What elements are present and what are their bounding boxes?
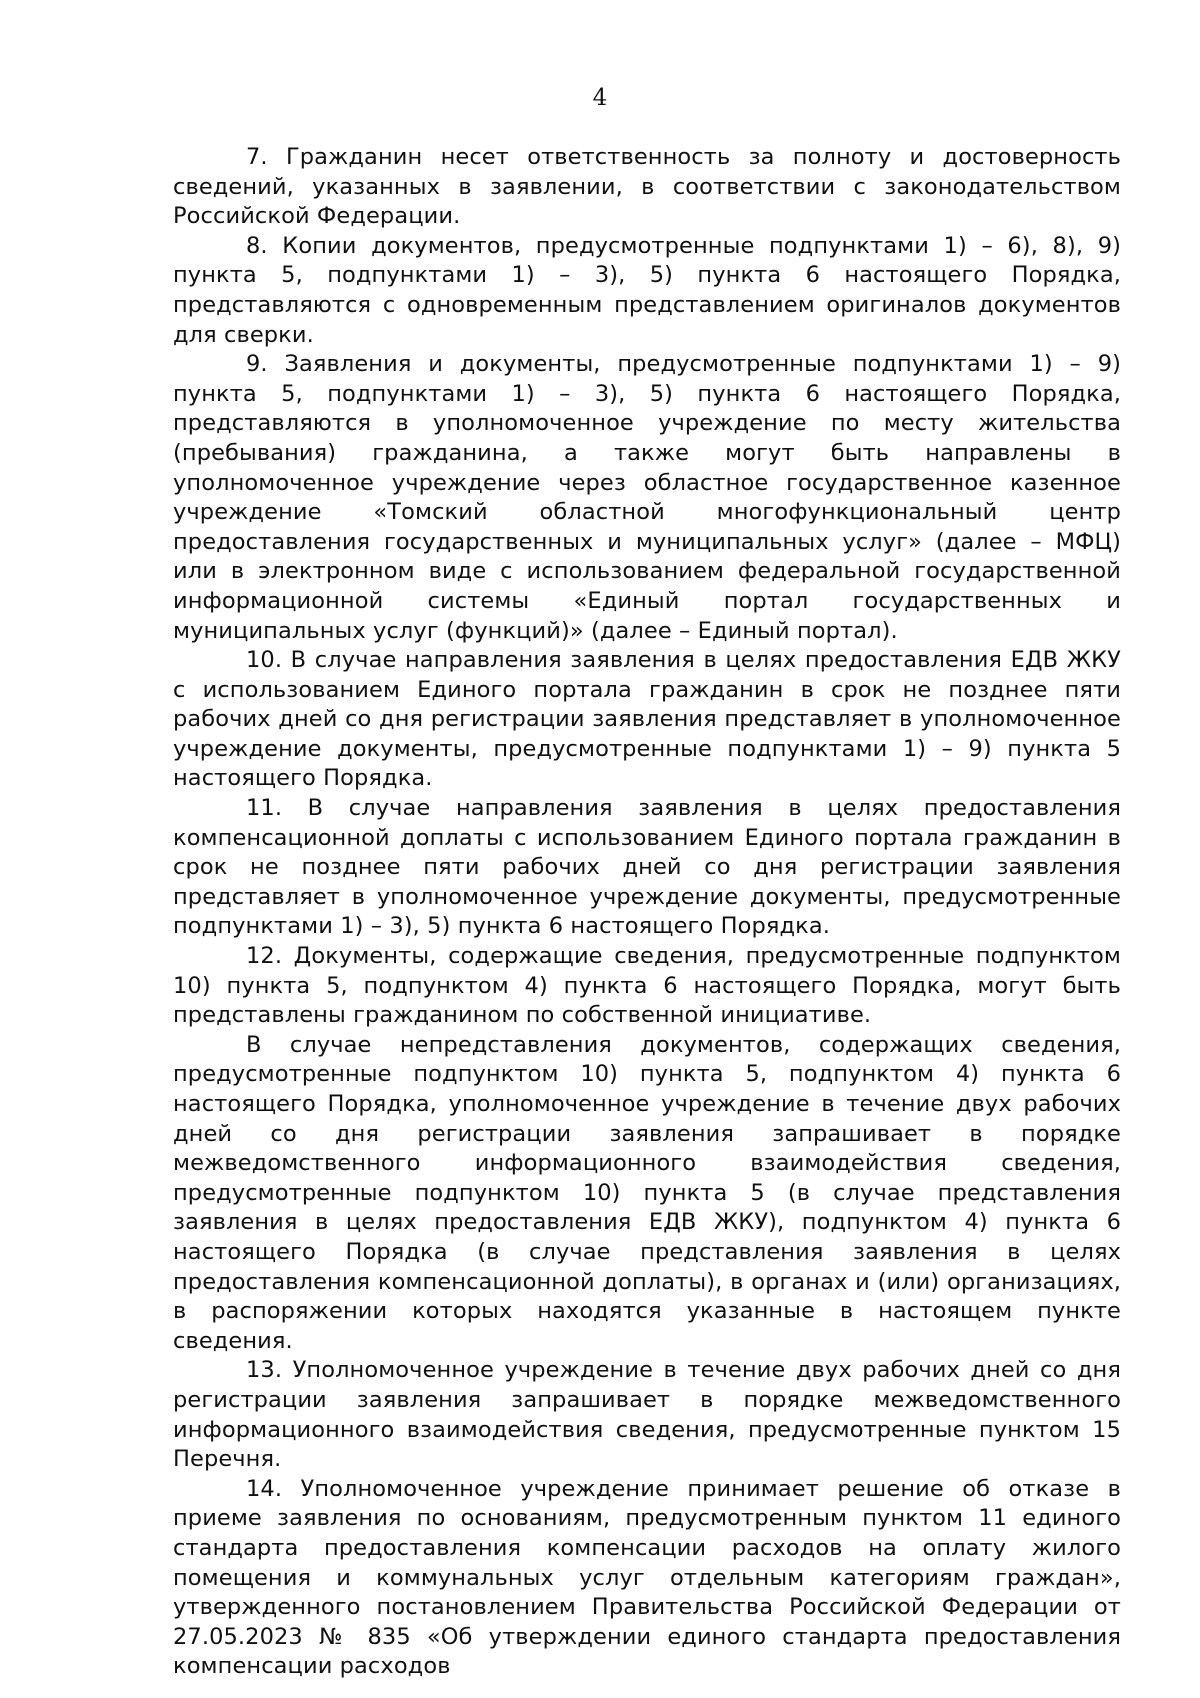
- paragraph-7: 7. Гражданин несет ответственность за полноту и достоверность сведений, указанных в заявлении, в соответствии с законодательством Российской Федерации.: [173, 144, 1121, 230]
- page-number: 4: [592, 85, 608, 111]
- paragraph-11: 11. В случае направления заявления в целях предоставления компенсационной доплаты с использованием Единого портала гражданин в срок не позднее пяти рабочих дней со дня регистрации заявления представляет в уполномоченное учреждение документы, предусмотренные подпунктами 1) – 3), 5) пункта 6 настоящего Порядка.: [173, 795, 1121, 940]
- paragraph-12-continuation: В случае непредставления документов, содержащих сведения, предусмотренные подпунктом 10) пункта 5, подпунктом 4) пункта 6 настоящего Порядка, уполномоченное учреждение в течение двух рабочих дней со дня регистрации заявления запрашивает в порядке межведомственного информационного взаимодействия сведения, предусмотренные подпунктом 10) пункта 5 (в случае представления заявления в целях предоставления ЕДВ ЖКУ), подпунктом 4) пункта 6 настоящего Порядка (в случае представления заявления в целях предоставления компенсационной доплаты), в органах и (или) организациях, в распоряжении которых находятся указанные в настоящем пункте сведения.: [173, 1031, 1121, 1354]
- document-body: [173, 143, 1121, 1682]
- paragraph-8: 8. Копии документов, предусмотренные подпунктами 1) – 6), 8), 9) пункта 5, подпунктами 1) – 3), 5) пункта 6 настоящего Порядка, представляются с одновременным представлением оригиналов документов для сверки.: [173, 232, 1121, 348]
- paragraph-10: 10. В случае направления заявления в целях предоставления ЕДВ ЖКУ с использованием Единого портала гражданин в срок не позднее пяти рабочих дней со дня регистрации заявления представляет в уполномоченное учреждение документы, предусмотренные подпунктами 1) – 9) пункта 5 настоящего Порядка.: [173, 647, 1121, 792]
- paragraph-9: 9. Заявления и документы, предусмотренные подпунктами 1) – 9) пункта 5, подпунктами 1) – 3), 5) пункта 6 настоящего Порядка, представляются в уполномоченное учреждение по месту жительства (пребывания) гражданина, а также могут быть направлены в уполномоченное учреждение через областное государственное казенное учреждение «Томский областной многофункциональный центр предоставления государственных и муниципальных услуг» (далее – МФЦ) или в электронном виде с использованием федеральной государственной информационной системы «Единый портал государственных и муниципальных услуг (функций)» (далее – Единый портал).: [173, 351, 1121, 644]
- paragraph-12: 12. Документы, содержащие сведения, предусмотренные подпунктом 10) пункта 5, подпунктом 4) пункта 6 настоящего Порядка, могут быть представлены гражданином по собственной инициативе.: [173, 943, 1121, 1029]
- paragraph-14: 14. Уполномоченное учреждение принимает решение об отказе в приеме заявления по основаниям, предусмотренным пунктом 11 единого стандарта предоставления компенсации расходов на оплату жилого помещения и коммунальных услуг отдельным категориям граждан», утвержденного постановлением Правительства Российской Федерации от 27.05.2023 № 835 «Об утверждении единого стандарта предоставления компенсации расходов: [173, 1475, 1121, 1680]
- paragraph-13: 13. Уполномоченное учреждение в течение двух рабочих дней со дня регистрации заявления запрашивает в порядке межведомственного информационного взаимодействия сведения, предусмотренные пунктом 15 Перечня.: [173, 1357, 1121, 1473]
